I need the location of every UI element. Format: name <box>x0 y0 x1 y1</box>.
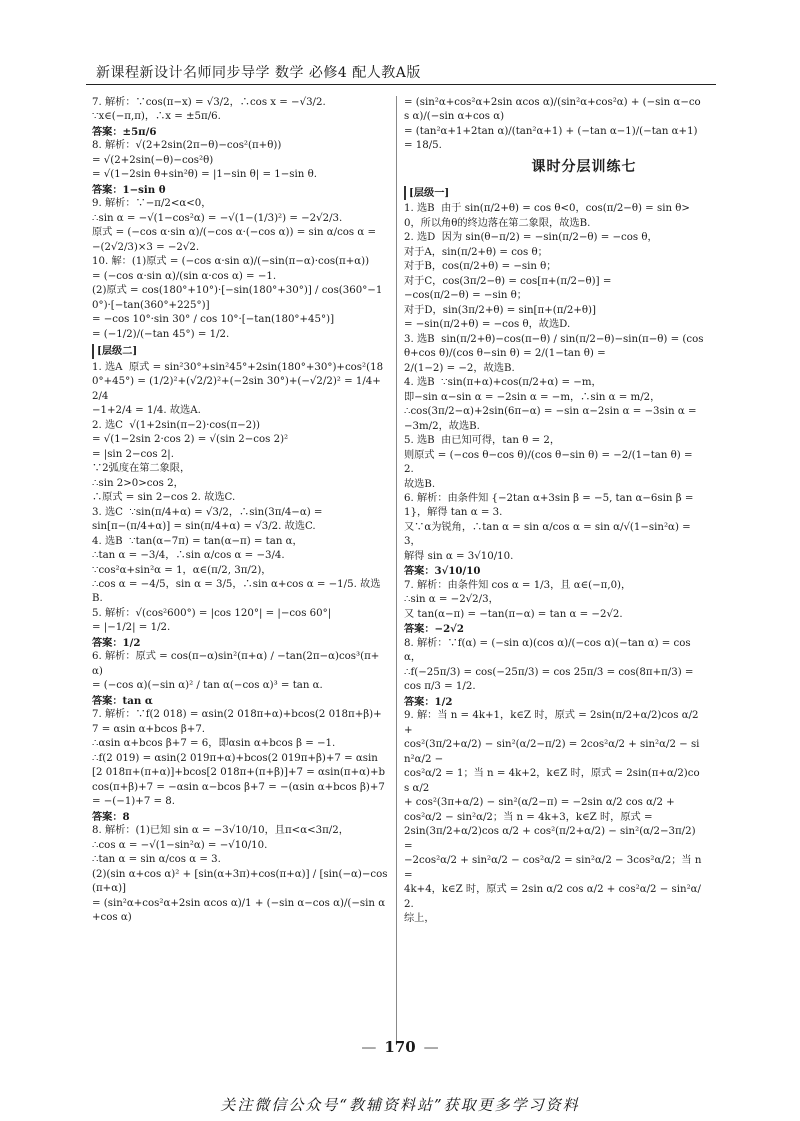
left-column <box>92 96 388 926</box>
right-column-line: cos²(3π/2+α/2) − sin²(α/2−π/2) = 2cos²α/2 + sin²α/2 − sin²α/2 − <box>404 739 700 765</box>
left-column-line: 9. 解析：∵−π/2<α<0， <box>92 198 212 210</box>
right-column-line: 3. 选B sin(π/2+θ)−cos(π−θ) / sin(π/2−θ)−sin(π−θ) = (cos θ+cos θ)/(cos θ−sin θ) = 2/(1−tan θ) = <box>404 333 707 360</box>
right-column-line: 7. 解析：由条件知 cos α = 1/3，且 α∈(−π,0)， <box>404 579 632 591</box>
right-column-top-line: = (tan²α+1+2tan α)/(tan²α+1) + (−tan α−1)/(−tan α+1) = 18/5. <box>404 125 701 152</box>
left-column-line: ∴cos α = −√(1−sin²α) = −√10/10. <box>92 839 268 851</box>
left-column-line: ∴sin 2>0>cos 2， <box>92 477 184 489</box>
left-column-line: [层级二] <box>92 344 137 358</box>
right-column-line: 4. 选B ∵sin(π+α)+cos(π/2+α) = −m， <box>404 377 602 389</box>
left-column-line: = (−cos α)(−sin α)² / tan α(−cos α)³ = tan α. <box>92 680 323 692</box>
left-column-line: 6. 解析：原式 = cos(π−α)sin²(π+α) / −tan(2π−α)cos³(π+α) <box>92 651 380 677</box>
right-column <box>404 96 707 927</box>
left-column-line: = √(1−2sin 2·cos 2) = √(sin 2−cos 2)² <box>92 434 289 446</box>
right-column-line: 2. 选D 因为 sin(θ−π/2) = −sin(π/2−θ) = −cos θ， <box>404 232 658 244</box>
left-column-line: 8. 解析：(1)已知 sin α = −3√10/10，且π<α<3π/2， <box>92 825 349 837</box>
left-column-line: 答案：1−sin θ <box>92 183 166 196</box>
right-column-line: 答案：3√10/10 <box>404 565 481 578</box>
right-column-line: + cos²(3π+α/2) − sin²(α/2−π) = −2sin α/2 cos α/2 + <box>404 797 675 809</box>
right-column-line: 解得 sin α = 3√10/10. <box>404 550 514 562</box>
left-column-line: ∴tan α = −3/4，∴sin α/cos α = −3/4. <box>92 550 285 562</box>
right-column-line: −cos(π/2−θ) = −sin θ； <box>404 290 527 302</box>
right-column-line: 答案：−2√2 <box>404 623 464 636</box>
left-column-line: ∴sin α = −√(1−cos²α) = −√(1−(1/3)²) = −2√2/3. <box>92 212 343 224</box>
left-column-line: sin[π−(π/4+α)] = sin(π/4+α) = √3/2. 故选C. <box>92 521 316 533</box>
right-column-line: 6. 解析：由条件知 {−2tan α+3sin β = −5, tan α−6sin β = 1}，解得 tan α = 3. <box>404 492 697 519</box>
column-divider <box>396 96 397 1041</box>
left-column-line: = √(2+2sin(−θ)−cos²θ) <box>92 154 214 166</box>
left-column-line: 7. 解析：∵f(2 018) = αsin(2 018π+α)+bcos(2 018π+β)+7 = αsin α+bcos β+7. <box>92 709 382 735</box>
left-column-line: 3. 选C ∵sin(π/4+α) = √3/2，∴sin(3π/4−α) = <box>92 506 323 518</box>
left-column-line: ∵x∈(−π,π)，∴x = ±5π/6. <box>92 111 221 123</box>
left-column-line: = |sin 2−cos 2|. <box>92 448 174 460</box>
left-column-line: ∴tan α = sin α/cos α = 3. <box>92 854 221 866</box>
right-column-line: = −sin(π/2+θ) = −cos θ，故选D. <box>404 319 571 331</box>
right-column-line: ∴f(−25π/3) = cos(−25π/3) = cos 25π/3 = cos(8π+π/3) = <box>404 666 694 678</box>
left-column-line: 7. 解析：∵cos(π−x) = √3/2，∴cos x = −√3/2. <box>92 97 326 108</box>
left-column-line: 1. 选A 原式 = sin²30°+sin²45°+2sin(180°+30°)+cos²(180°+45°) = (1/2)²+(√2/2)²+(−2sin 30°)+(−√2/2)² = 1/4+2/4 <box>92 361 384 402</box>
left-column-line: ∴f(2 019) = αsin(2 019π+α)+bcos(2 019π+β)+7 = αsin[2 018π+(π+α)]+bcos[2 018π+(π+β)]+7 = αsin(π+α)+bcos(π+β)+7 = −αsin α−bcos β+7 = −(αsin α+bcos β)+7 = −(−1)+7 = 8. <box>92 752 389 808</box>
right-column-line: −2cos²α/2 + sin²α/2 − cos²α/2 = sin²α/2 − 3cos²α/2；当 n = <box>404 855 705 881</box>
right-column-line: −3m/2，故选B. <box>404 420 480 432</box>
right-column-line: 9. 解：当 n = 4k+1，k∈Z 时，原式 = 2sin(π/2+α/2)cos α/2 + <box>404 710 702 736</box>
left-column-line: 答案：±5π/6 <box>92 125 157 138</box>
page-number-value: 170 <box>384 1038 416 1056</box>
right-column-line: 对于D，sin(3π/2+θ) = sin[π+(π/2+θ)] <box>404 304 596 316</box>
left-column-line: = (sin²α+cos²α+2sin αcos α)/1 + (−sin α−cos α)/(−sin α+cos α) <box>92 897 386 924</box>
right-column-line: 8. 解析：∵f(α) = (−sin α)(cos α)/(−cos α)(−tan α) = cos α， <box>404 637 694 664</box>
left-column-line: 4. 选B ∵tan(α−7π) = tan(α−π) = tan α， <box>92 535 303 547</box>
left-column-line: ∵2弧度在第二象限， <box>92 463 191 475</box>
right-column-line: 1. 选B 由于 sin(π/2+θ) = cos θ<0，cos(π/2−θ) = sin θ>0，所以角θ的终边落在第二象限，故选B. <box>404 203 690 229</box>
right-column-line: 2sin(3π/2+α/2)cos α/2 + cos²(π/2+α/2) − sin²(α/2−3π/2) = <box>404 826 699 852</box>
right-column-line: cos π/3 = 1/2. <box>404 681 476 693</box>
left-column-line: 答案：tan α <box>92 694 153 707</box>
right-column-line: 2/(1−2) = −2，故选B. <box>404 362 515 374</box>
right-column-line: 又 tan(α−π) = −tan(π−α) = tan α = −2√2. <box>404 608 623 620</box>
left-column-line: 5. 解析：√(cos²600°) = |cos 120°| = |−cos 60°| <box>92 607 332 619</box>
right-column-line: 又∵α为锐角，∴tan α = sin α/cos α = sin α/√(1−sin²α) = 3， <box>404 521 694 548</box>
right-column-line: 答案：1/2 <box>404 695 453 708</box>
right-column-line: ∴cos(3π/2−α)+2sin(6π−α) = −sin α−2sin α = −3sin α = <box>404 406 697 418</box>
right-column-line: cos²α/2 = 1；当 n = 4k+2，k∈Z 时，原式 = 2sin(π+α/2)cos α/2 <box>404 768 700 794</box>
right-column-line: 4k+4，k∈Z 时，原式 = 2sin α/2 cos α/2 + cos²α/2 − sin²α/2. <box>404 884 701 910</box>
page-number: — 170 — <box>361 1038 439 1056</box>
left-column-line: 10. 解：(1)原式 = (−cos α·sin α)/(−sin(π−α)·cos(π+α)) <box>92 256 370 268</box>
right-column-line: 对于B，cos(π/2+θ) = −sin θ； <box>404 261 557 273</box>
right-column-line: 即−sin α−sin α = −2sin α = −m，∴sin α = m/2， <box>404 391 661 403</box>
left-column-line: (2)(sin α+cos α)² + [sin(α+3π)+cos(π+α)] / [sin(−α)−cos(π+α)] <box>92 868 388 895</box>
section-title: 课时分层训练七 <box>531 158 637 175</box>
left-column-line: 答案：8 <box>92 810 130 823</box>
left-column-line: −1+2/4 = 1/4. 故选A. <box>92 405 201 417</box>
left-column-line: (2)原式 = cos(180°+10°)·[−sin(180°+30°)] / cos(360°−10°)·[−tan(360°+225°)] <box>92 285 383 311</box>
right-column-line: ∴sin α = −2√2/3， <box>404 594 499 606</box>
left-column-line: = (−cos α·sin α)/(sin α·cos α) = −1. <box>92 270 277 282</box>
left-column-line: = (−1/2)/(−tan 45°) = 1/2. <box>92 328 230 340</box>
right-column-line: 综上， <box>404 913 435 925</box>
left-column-line: 原式 = (−cos α·sin α)/(−cos α·(−cos α)) = sin α/cos α = −(2√2/3)×3 = −2√2. <box>92 227 380 253</box>
left-column-line: 答案：1/2 <box>92 636 141 649</box>
right-column-line: [层级一] <box>404 186 449 200</box>
right-column-line: 则原式 = (−cos θ−cos θ)/(cos θ−sin θ) = −2/(1−tan θ) = 2. <box>404 449 696 476</box>
header-title: 新课程新设计名师同步导学 数学 必修4 配人教A版 <box>96 65 421 81</box>
left-column-line: ∴αsin α+bcos β+7 = 6，即αsin α+bcos β = −1. <box>92 738 336 750</box>
right-column-line: 故选B. <box>404 478 436 490</box>
right-column-line: 对于C，cos(3π/2−θ) = cos[π+(π/2−θ)] = <box>404 275 612 287</box>
left-column-line: 2. 选C √(1+2sin(π−2)·cos(π−2)) <box>92 419 261 431</box>
running-header <box>86 62 716 85</box>
right-column-line: 5. 选B 由已知可得，tan θ = 2， <box>404 435 561 447</box>
right-column-top-line: = (sin²α+cos²α+2sin αcos α)/(sin²α+cos²α) + (−sin α−cos α)/(−sin α+cos α) <box>404 97 701 123</box>
footer-note: 关注微信公众号“教辅资料站”获取更多学习资料 <box>220 1096 580 1114</box>
left-column-line: ∵cos²α+sin²α = 1，α∈(π/2, 3π/2)， <box>92 564 272 576</box>
left-column-line: ∴cos α = −4/5，sin α = 3/5，∴sin α+cos α = −1/5. 故选B. <box>92 578 381 605</box>
right-column-line: cos²α/2 − sin²α/2；当 n = 4k+3，k∈Z 时，原式 = <box>404 811 653 823</box>
left-column-line: = √(1−2sin θ+sin²θ) = |1−sin θ| = 1−sin θ. <box>92 169 317 181</box>
left-column-line: = |−1/2| = 1/2. <box>92 622 171 634</box>
left-column-line: ∴原式 = sin 2−cos 2. 故选C. <box>92 492 236 504</box>
left-column-line: 8. 解析：√(2+2sin(2π−θ)−cos²(π+θ)) <box>92 140 282 152</box>
left-column-line: = −cos 10°·sin 30° / cos 10°·[−tan(180°+45°)] <box>92 314 335 326</box>
right-column-line: 对于A，sin(π/2+θ) = cos θ； <box>404 246 548 258</box>
